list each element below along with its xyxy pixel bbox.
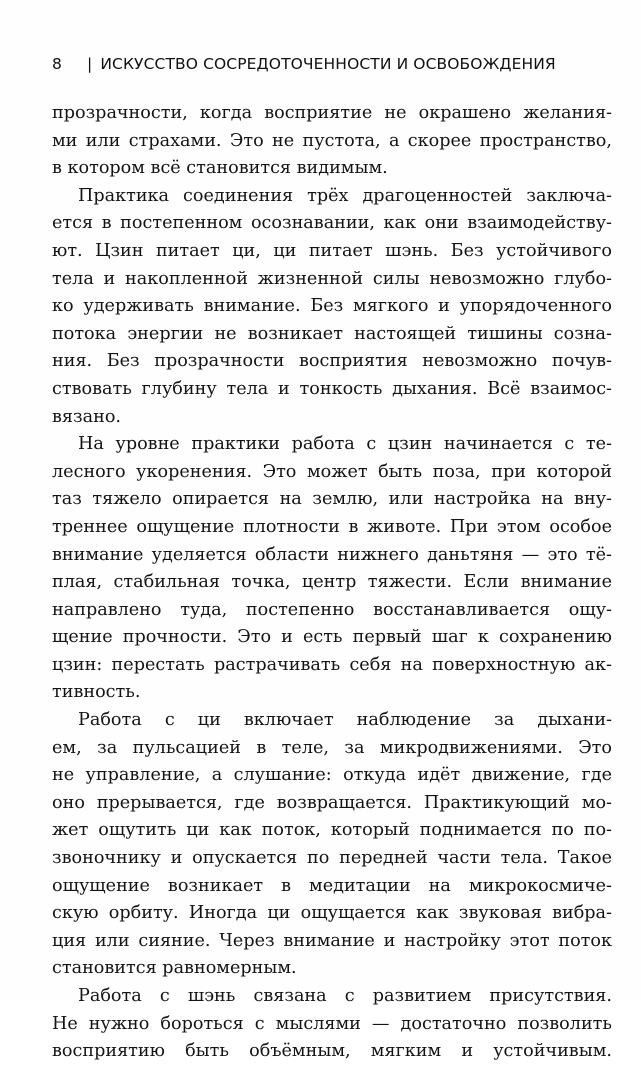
text-line: Работа с шэнь связана с развитием присутствия. [78, 986, 612, 1006]
paragraph [52, 100, 612, 183]
text-line: таз тяжело опирается на землю, или настройка на вну- [52, 489, 612, 510]
text-line: ми или страхами. Это не пустота, а скорее пространство, [52, 130, 612, 151]
header-separator: | [87, 55, 93, 73]
text-line: восприятию быть объёмным, мягким и устойчивым. [52, 1041, 612, 1062]
text-line: тивность. [52, 682, 141, 703]
page-number: 8 [52, 55, 62, 73]
text-line: Практика соединения трёх драгоценностей заключа- [78, 185, 612, 206]
text-line: цзин: перестать растрачивать себя на поверхностную ак- [52, 654, 612, 675]
text-line: плая, стабильная точка, центр тяжести. Если внимание [52, 572, 612, 593]
text-line: На уровне практики работа с цзин начинается с те- [78, 434, 612, 455]
text-line: ствовать глубину тела и тонкость дыхания. Всё взаимос- [52, 378, 612, 399]
text-line: становится равномерным. [52, 958, 297, 979]
text-line: ция или сияние. Через внимание и настройку этот поток [52, 930, 612, 951]
text-line: треннее ощущение плотности в животе. При этом особое [52, 516, 612, 537]
text-line: оно прерывается, где возвращается. Практикующий мо- [52, 792, 612, 813]
body-text [52, 100, 612, 1066]
text-line: не управление, а слушание: откуда идёт движение, где [52, 765, 612, 786]
text-line: ния. Без прозрачности восприятия невозможно почув- [52, 351, 612, 372]
text-line: в котором всё становится видимым. [52, 158, 388, 179]
text-line: скую орбиту. Иногда ци ощущается как звуковая вибра- [52, 903, 612, 924]
text-line: жет ощутить ци как поток, который поднимается по по- [52, 820, 612, 841]
paragraph [52, 431, 612, 707]
text-line: ем, за пульсацией в теле, за микродвижениями. Это [52, 737, 612, 758]
text-line: направлено туда, постепенно восстанавливается ощу- [52, 599, 612, 620]
text-line: Не нужно бороться с мыслями — достаточно позволить [52, 1013, 612, 1034]
paragraph [52, 707, 612, 983]
text-line: тела и накопленной жизненной силы невозможно глубо- [52, 268, 612, 289]
text-line: Работа с ци включает наблюдение за дыхани- [78, 710, 612, 731]
text-line: щение прочности. Это и есть первый шаг к сохранению [52, 627, 612, 648]
text-line: прозрачности, когда восприятие не окрашено желания- [52, 103, 612, 123]
running-header [52, 52, 612, 76]
text-line: внимание уделяется области нижнего даньтяня — это тё- [52, 544, 612, 565]
text-line: ют. Цзин питает ци, ци питает шэнь. Без устойчивого [52, 240, 612, 261]
text-line: потока энергии не возникает настоящей тишины созна- [52, 323, 612, 344]
running-title: ИСКУССТВО СОСРЕДОТОЧЕННОСТИ И ОСВОБОЖДЕНИЯ [100, 55, 556, 73]
text-line: ется в постепенном осознавании, как они взаимодейству- [52, 213, 612, 234]
text-line: звоночнику и опускается по передней части тела. Такое [52, 848, 612, 869]
text-line: вязано. [52, 406, 122, 427]
text-line: ко удерживать внимание. Без мягкого и упорядоченного [52, 296, 612, 317]
paragraph [52, 183, 612, 431]
paragraph [52, 983, 612, 1066]
text-line: ощущение возникает в медитации на микрокосмиче- [52, 875, 612, 896]
text-line: лесного укоренения. Это может быть поза, при которой [52, 461, 612, 482]
